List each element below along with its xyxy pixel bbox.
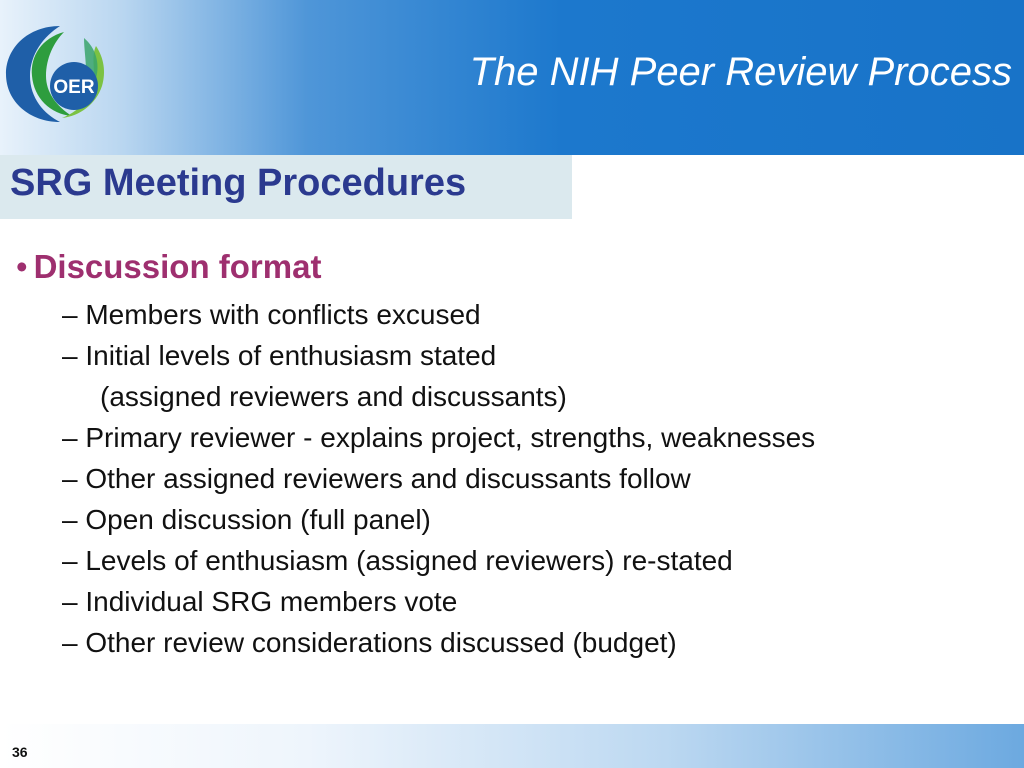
bullet-heading-text: Discussion format — [33, 248, 322, 285]
slide-title: The NIH Peer Review Process — [469, 50, 1012, 94]
list-item: – Levels of enthusiasm (assigned reviewers) re-stated — [62, 545, 733, 576]
oer-swirl-logo-icon — [0, 18, 120, 128]
list-item: – Other review considerations discussed (budget) — [62, 627, 677, 658]
list-item: – Initial levels of enthusiasm stated — [62, 340, 497, 371]
oer-logo — [0, 18, 120, 128]
list-item: – Members with conflicts excused — [62, 299, 481, 330]
logo-text: OER — [53, 77, 95, 98]
section-title: SRG Meeting Procedures — [10, 162, 467, 204]
page-number: 36 — [12, 744, 28, 760]
list-item-continuation: (assigned reviewers and discussants) — [100, 381, 567, 412]
list-item: – Other assigned reviewers and discussants follow — [62, 463, 691, 494]
list-item: – Open discussion (full panel) — [62, 504, 431, 535]
list-item: – Individual SRG members vote — [62, 586, 458, 617]
discussion-items-list — [62, 294, 815, 663]
list-item: – Primary reviewer - explains project, strengths, weaknesses — [62, 422, 816, 453]
bullet-heading — [16, 248, 321, 286]
footer-band — [0, 724, 1024, 768]
bullet-dot: • — [16, 248, 28, 285]
